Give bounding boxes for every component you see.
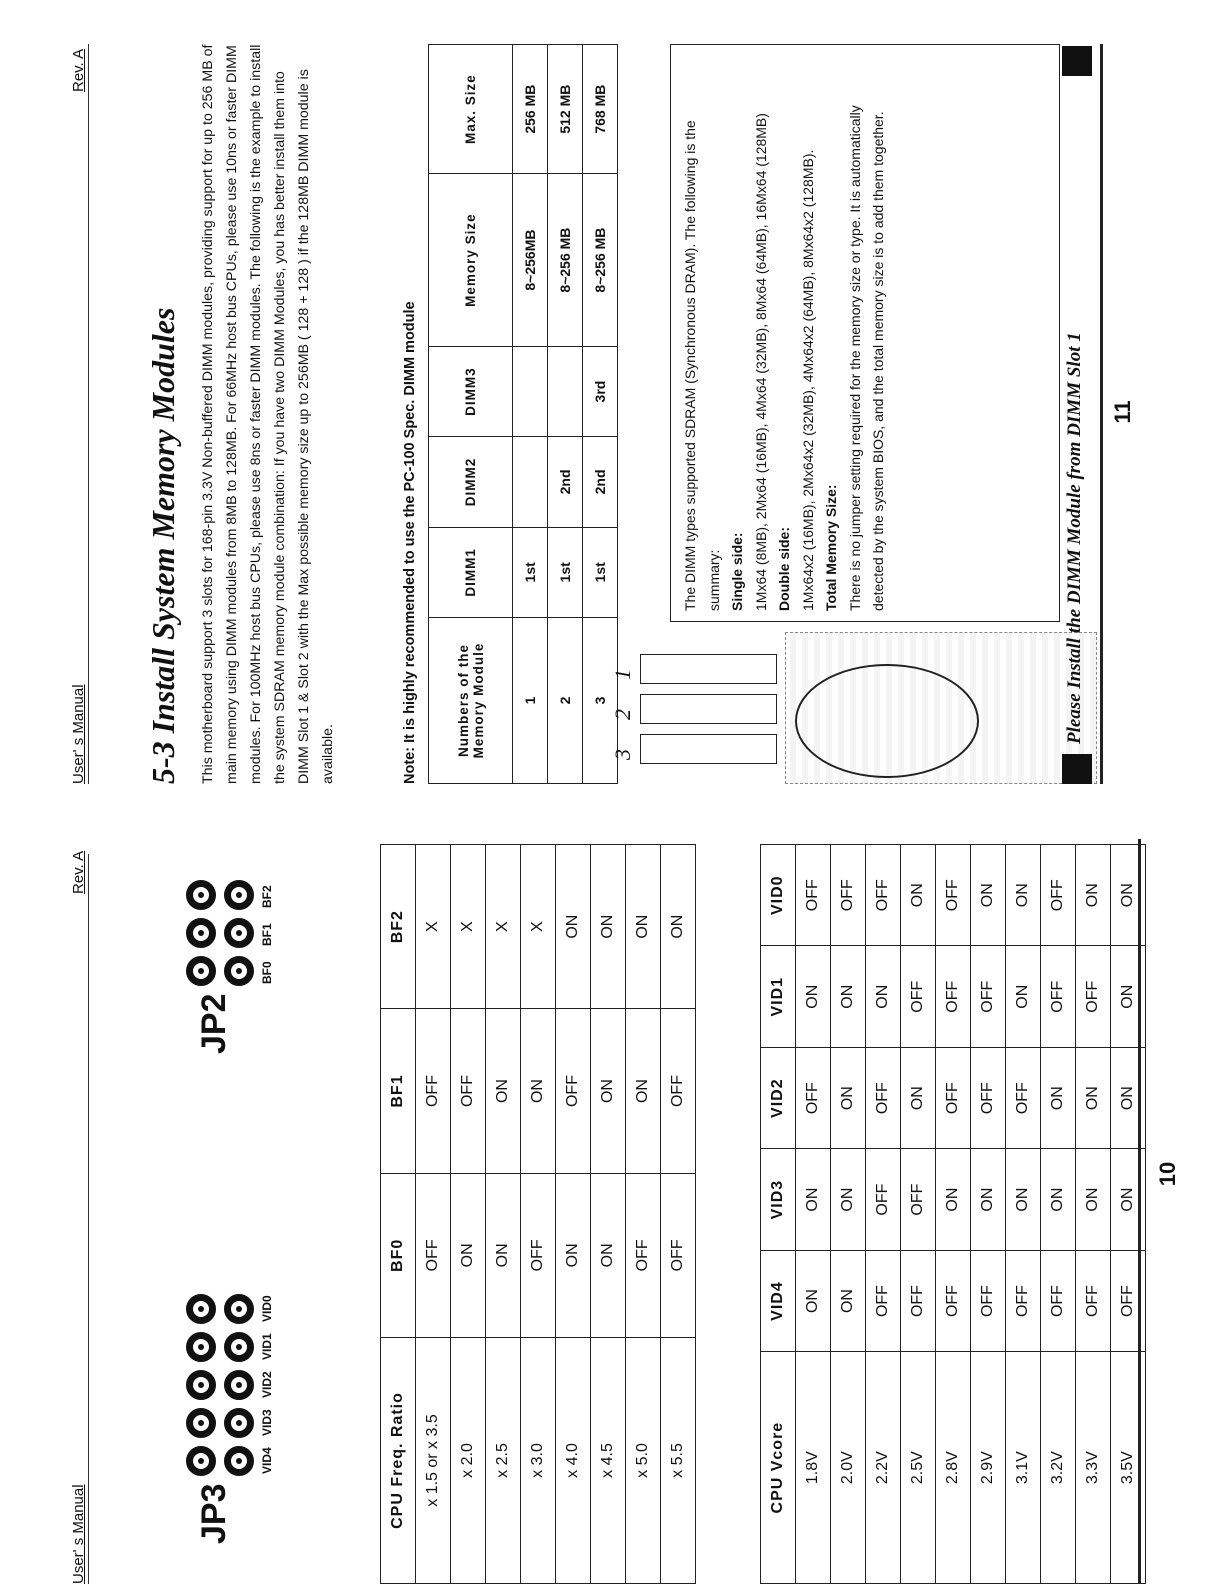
table-cell: 3.5V (1111, 1352, 1146, 1584)
table-cell: 2 (548, 618, 583, 784)
table-cell: ON (1006, 845, 1041, 947)
table-cell: ON (831, 1047, 866, 1148)
table-cell: 8~256 MB (548, 174, 583, 347)
table-cell: 2.8V (936, 1352, 971, 1584)
table-row (936, 845, 971, 1584)
table-cell: ON (591, 1009, 626, 1173)
table-header-row (761, 845, 796, 1584)
column-header: DIMM2 (429, 437, 513, 527)
table-cell: OFF (661, 1009, 696, 1173)
table-cell: OFF (796, 1047, 831, 1148)
table-cell: OFF (866, 845, 901, 947)
table-cell: ON (936, 1149, 971, 1250)
table-row (971, 845, 1006, 1584)
cpu-vcore-table (760, 844, 1146, 1584)
table-cell: OFF (971, 946, 1006, 1047)
table-cell: 1.8V (796, 1352, 831, 1584)
double-side-label: Double side: (776, 526, 792, 611)
cpu-ratio-table (380, 844, 696, 1584)
table-cell: OFF (556, 1009, 591, 1173)
table-cell: OFF (936, 1047, 971, 1148)
dimm-area-highlight-ellipse (795, 664, 979, 778)
pin-caption-bf1: BF1 (260, 923, 274, 946)
pin-caption-vid3: VID3 (260, 1409, 274, 1436)
table-cell: ON (1041, 1047, 1076, 1148)
table-cell: 256 MB (513, 45, 548, 174)
table-cell: 512 MB (548, 45, 583, 174)
table-cell: ON (796, 1149, 831, 1250)
table-cell: ON (486, 1009, 521, 1173)
table-row (626, 845, 661, 1584)
caption-marker-right (1062, 46, 1092, 76)
table-cell: ON (1076, 1047, 1111, 1148)
note-text: Note: It is highly recommended to use the PC-100 Spec. DIMM module (402, 301, 418, 784)
table-cell: OFF (1006, 1047, 1041, 1148)
column-header: Memory Size (429, 174, 513, 347)
table-cell: X (521, 845, 556, 1009)
table-row (416, 845, 451, 1584)
column-header: DIMM3 (429, 346, 513, 436)
table-row (486, 845, 521, 1584)
table-cell: ON (796, 1250, 831, 1351)
table-cell: ON (1041, 1149, 1076, 1250)
dimm-slot-3 (640, 734, 777, 764)
caption-marker-left (1062, 754, 1092, 784)
total-memory-label: Total Memory Size: (823, 484, 839, 611)
table-cell: OFF (901, 946, 936, 1047)
jumper-pin (224, 1370, 254, 1400)
table-row (831, 845, 866, 1584)
table-cell: OFF (866, 1250, 901, 1351)
table-cell: OFF (661, 1173, 696, 1337)
column-header: Max. Size (429, 45, 513, 174)
table-cell: x 5.0 (626, 1338, 661, 1584)
jumper-pin (186, 880, 216, 910)
table-cell: 2nd (548, 437, 583, 527)
table-cell: OFF (1076, 946, 1111, 1047)
table-cell: OFF (1006, 1250, 1041, 1351)
jp3-label: JP3 (195, 1483, 233, 1544)
table-cell: ON (1111, 1149, 1146, 1250)
table-row (556, 845, 591, 1584)
slot-number-1: 1 (610, 669, 635, 680)
table-cell: 3 (583, 618, 618, 784)
table-cell: OFF (971, 1250, 1006, 1351)
table-cell: 2.9V (971, 1352, 1006, 1584)
table-cell: OFF (416, 1173, 451, 1337)
table-cell: ON (901, 1047, 936, 1148)
table-cell: 8~256 MB (583, 174, 618, 347)
table-cell: ON (1076, 1149, 1111, 1250)
footer-rule (1138, 839, 1141, 1584)
double-side-text: 1Mx64x2 (16MB), 2Mx64x2 (32MB), 4Mx64x2 (64MB), 8Mx64x2 (128MB). (799, 149, 816, 611)
table-cell: ON (971, 845, 1006, 947)
table-cell: OFF (831, 845, 866, 947)
dimm-intro-text: The DIMM types supported SDRAM (Synchronous DRAM). The following is the summary: (682, 120, 722, 611)
table-cell: ON (661, 845, 696, 1009)
total-memory-text: There is no jumper setting required for the memory size or type. It is automatically detected by the system BIOS, and the total memory size is to add them together. (846, 105, 886, 611)
pin-caption-bf0: BF0 (260, 961, 274, 984)
section-title: 5-3 Install System Memory Modules (145, 307, 181, 784)
table-cell: OFF (1111, 1250, 1146, 1351)
jumper-pin (186, 956, 216, 986)
table-row (796, 845, 831, 1584)
table-cell: OFF (866, 1047, 901, 1148)
header-revision: Rev. A (70, 48, 87, 92)
jumper-pin (224, 956, 254, 986)
table-cell: OFF (936, 845, 971, 947)
jumper-pin (186, 1294, 216, 1324)
header-revision: Rev. A (70, 850, 87, 894)
table-row (548, 45, 583, 784)
column-header: BF1 (381, 1009, 416, 1173)
table-cell: 2.2V (866, 1352, 901, 1584)
column-header: CPU Freq. Ratio (381, 1338, 416, 1584)
table-cell: ON (866, 946, 901, 1047)
header-manual-title: User' s Manual (70, 1484, 87, 1584)
table-cell: X (416, 845, 451, 1009)
table-header-row (429, 45, 513, 784)
table-cell: OFF (901, 1149, 936, 1250)
table-cell: 2.0V (831, 1352, 866, 1584)
slot-number-2: 2 (610, 709, 635, 720)
slot-number-3: 3 (610, 749, 635, 760)
memory-combination-table (428, 44, 618, 784)
table-cell: ON (591, 845, 626, 1009)
table-cell: ON (831, 1149, 866, 1250)
table-cell: x 4.0 (556, 1338, 591, 1584)
figure-caption: Please Install the DIMM Module from DIMM Slot 1 (1064, 332, 1085, 744)
table-header-row (381, 845, 416, 1584)
table-cell: x 3.0 (521, 1338, 556, 1584)
jumper-pin (224, 1332, 254, 1362)
table-cell: OFF (936, 1250, 971, 1351)
table-row (521, 845, 556, 1584)
table-cell: ON (1111, 946, 1146, 1047)
jumper-pin (186, 1408, 216, 1438)
footer-rule (1100, 44, 1103, 784)
table-cell: x 2.5 (486, 1338, 521, 1584)
jp2-label: JP2 (195, 993, 233, 1054)
table-cell: ON (1111, 1047, 1146, 1148)
table-cell (548, 346, 583, 436)
table-cell: OFF (1041, 946, 1076, 1047)
table-cell: 3.2V (1041, 1352, 1076, 1584)
table-cell: 1st (583, 527, 618, 617)
table-cell: ON (591, 1173, 626, 1337)
page-10 (0, 792, 1224, 1584)
column-header: Numbers of the Memory Module (429, 618, 513, 784)
table-cell: OFF (936, 946, 971, 1047)
table-cell: ON (971, 1149, 1006, 1250)
table-cell: X (451, 845, 486, 1009)
pin-caption-vid4: VID4 (260, 1447, 274, 1474)
header-rule (88, 854, 89, 1584)
table-cell: ON (626, 845, 661, 1009)
table-cell: 768 MB (583, 45, 618, 174)
table-cell: OFF (626, 1173, 661, 1337)
table-cell (513, 437, 548, 527)
table-cell: x 4.5 (591, 1338, 626, 1584)
column-header: BF2 (381, 845, 416, 1009)
column-header: VID2 (761, 1047, 796, 1148)
table-cell: x 2.0 (451, 1338, 486, 1584)
table-cell (513, 346, 548, 436)
table-cell: ON (451, 1173, 486, 1337)
jumper-pin (186, 1446, 216, 1476)
jumper-pin (224, 918, 254, 948)
table-cell: ON (556, 845, 591, 1009)
jumper-pin (186, 1370, 216, 1400)
table-cell: x 5.5 (661, 1338, 696, 1584)
table-cell: ON (556, 1173, 591, 1337)
table-cell: 3.3V (1076, 1352, 1111, 1584)
table-row (1076, 845, 1111, 1584)
table-cell: 2nd (583, 437, 618, 527)
table-row (451, 845, 486, 1584)
table-cell: ON (831, 1250, 866, 1351)
column-header: CPU Vcore (761, 1352, 796, 1584)
table-cell: x 1.5 or x 3.5 (416, 1338, 451, 1584)
table-cell: ON (1076, 845, 1111, 947)
table-cell: 3.1V (1006, 1352, 1041, 1584)
table-cell: OFF (1076, 1250, 1111, 1351)
table-cell: OFF (901, 1250, 936, 1351)
table-cell: OFF (866, 1149, 901, 1250)
table-cell: OFF (971, 1047, 1006, 1148)
table-cell: ON (831, 946, 866, 1047)
table-cell: 1st (513, 527, 548, 617)
table-cell: 1st (548, 527, 583, 617)
pin-caption-vid0: VID0 (260, 1295, 274, 1322)
header-rule (88, 44, 89, 784)
header-manual-title: User' s Manual (70, 684, 87, 784)
column-header: VID3 (761, 1149, 796, 1250)
table-cell: ON (1111, 845, 1146, 947)
jumper-pin (224, 1446, 254, 1476)
jumper-pin (186, 918, 216, 948)
table-cell: OFF (416, 1009, 451, 1173)
table-cell: 2.5V (901, 1352, 936, 1584)
pin-caption-bf2: BF2 (260, 885, 274, 908)
table-cell: OFF (521, 1173, 556, 1337)
column-header: DIMM1 (429, 527, 513, 617)
table-row (1006, 845, 1041, 1584)
page-number: 11 (1110, 400, 1135, 424)
jumper-pin (224, 880, 254, 910)
table-cell: ON (901, 845, 936, 947)
table-cell: 1 (513, 618, 548, 784)
table-row (1041, 845, 1076, 1584)
jumper-pin (186, 1332, 216, 1362)
jumper-pin (224, 1408, 254, 1438)
column-header: VID4 (761, 1250, 796, 1351)
table-cell: ON (626, 1009, 661, 1173)
table-cell: OFF (796, 845, 831, 947)
table-cell: OFF (1041, 1250, 1076, 1351)
dimm-types-box (670, 44, 1060, 622)
table-row (866, 845, 901, 1584)
column-header: VID1 (761, 946, 796, 1047)
body-paragraph: This motherboard support 3 slots for 168-pin 3.3V Non-buffered DIMM modules, providing support for up to 256 MB of main memory using DIMM modules from 8MB to 128MB. For 66MHz host bus CPUs, please use 10ns or faster DIMM modules. For 100MHz host bus CPUs, please use 8ns or faster DIMM modules. The following is the example to install the system SDRAM memory module combination: If you have two DIMM Modules, you has better install them into DIMM Slot 1 & Slot 2 with the Max possible memory size up to 256MB ( 128 + 128 ) if the 128MB DIMM module is available. (200, 44, 336, 784)
table-cell: ON (486, 1173, 521, 1337)
table-cell: ON (796, 946, 831, 1047)
pin-caption-vid2: VID2 (260, 1371, 274, 1398)
dimm-slot-1 (640, 654, 777, 684)
table-cell: X (486, 845, 521, 1009)
single-side-label: Single side: (729, 532, 745, 611)
table-row (513, 45, 548, 784)
table-cell: ON (1006, 1149, 1041, 1250)
page-number: 10 (1155, 1161, 1180, 1187)
table-cell: 8~256MB (513, 174, 548, 347)
jumper-pin (224, 1294, 254, 1324)
column-header: BF0 (381, 1173, 416, 1337)
table-cell: ON (521, 1009, 556, 1173)
single-side-text: 1Mx64 (8MB), 2Mx64 (16MB), 4Mx64 (32MB), 8Mx64 (64MB), 16Mx64 (128MB) (752, 113, 769, 611)
dimm-slot-2 (640, 694, 777, 724)
table-row (901, 845, 936, 1584)
table-cell: 3rd (583, 346, 618, 436)
column-header: VID0 (761, 845, 796, 947)
table-row (661, 845, 696, 1584)
table-cell: OFF (451, 1009, 486, 1173)
table-cell: OFF (1041, 845, 1076, 947)
table-row (591, 845, 626, 1584)
table-cell: ON (1006, 946, 1041, 1047)
pin-caption-vid1: VID1 (260, 1333, 274, 1360)
